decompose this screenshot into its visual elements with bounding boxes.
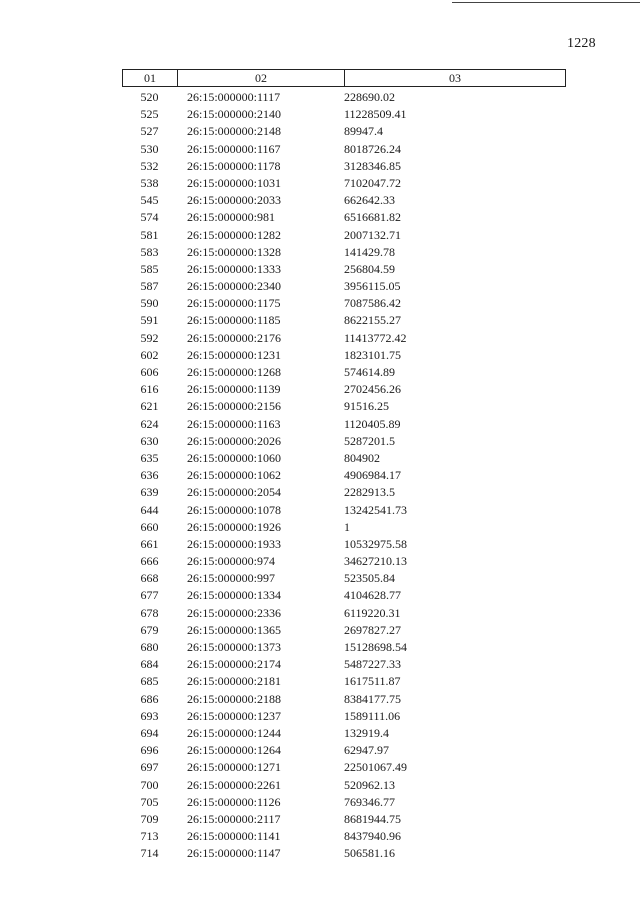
header-col-02: 02 xyxy=(178,70,345,86)
cadastral-number-cell: 26:15:000000:2117 xyxy=(187,811,281,826)
table-row xyxy=(122,519,566,536)
value-cell: 4104628.77 xyxy=(344,588,401,603)
cadastral-number-cell: 26:15:000000:2148 xyxy=(187,124,282,139)
value-cell: 91516.25 xyxy=(344,399,389,414)
table-row xyxy=(122,587,566,604)
cadastral-number-cell: 26:15:000000:981 xyxy=(187,210,276,225)
cadastral-number-cell: 26:15:000000:1062 xyxy=(187,468,282,483)
value-cell: 5287201.5 xyxy=(344,433,395,448)
row-number-cell: 635 xyxy=(140,450,159,465)
value-cell: 62947.97 xyxy=(344,743,389,758)
cadastral-number-cell: 26:15:000000:2054 xyxy=(187,485,282,500)
cadastral-number-cell: 26:15:000000:997 xyxy=(187,571,276,586)
table-row xyxy=(122,330,566,347)
value-cell: 2007132.71 xyxy=(344,227,401,242)
table-row xyxy=(122,553,566,570)
value-cell: 141429.78 xyxy=(344,244,395,259)
table-row xyxy=(122,484,566,501)
row-number-cell: 591 xyxy=(140,313,159,328)
table-row xyxy=(122,192,566,209)
table-row xyxy=(122,639,566,656)
value-cell: 6119220.31 xyxy=(344,605,401,620)
value-cell: 132919.4 xyxy=(344,725,389,740)
row-number-cell: 666 xyxy=(140,554,159,569)
page-number: 1228 xyxy=(567,36,596,51)
table-row xyxy=(122,536,566,553)
cadastral-number-cell: 26:15:000000:1271 xyxy=(187,760,282,775)
value-cell: 769346.77 xyxy=(344,794,395,809)
value-cell: 4906984.17 xyxy=(344,468,401,483)
table-row xyxy=(122,312,566,329)
row-number-cell: 585 xyxy=(140,261,159,276)
value-cell: 1823101.75 xyxy=(344,347,401,362)
cadastral-number-cell: 26:15:000000:1926 xyxy=(187,519,282,534)
header-col-01: 01 xyxy=(123,70,178,86)
row-number-cell: 686 xyxy=(140,691,159,706)
table-row xyxy=(122,502,566,519)
cadastral-number-cell: 26:15:000000:1147 xyxy=(187,846,281,861)
table-row xyxy=(122,261,566,278)
value-cell: 1120405.89 xyxy=(344,416,401,431)
table-row xyxy=(122,123,566,140)
value-cell: 8681944.75 xyxy=(344,811,401,826)
value-cell: 8437940.96 xyxy=(344,829,401,844)
table-row xyxy=(122,656,566,673)
table-row xyxy=(122,347,566,364)
cadastral-number-cell: 26:15:000000:1268 xyxy=(187,365,282,379)
row-number-cell: 705 xyxy=(140,794,159,809)
table-row xyxy=(122,673,566,690)
row-number-cell: 644 xyxy=(140,502,159,517)
row-number-cell: 592 xyxy=(140,330,159,345)
table-row xyxy=(122,570,566,587)
value-cell: 574614.89 xyxy=(344,365,395,379)
table-row xyxy=(122,828,566,845)
row-number-cell: 661 xyxy=(140,536,159,551)
cadastral-number-cell: 26:15:000000:1244 xyxy=(187,725,282,740)
value-cell: 7102047.72 xyxy=(344,175,401,190)
value-cell: 6516681.82 xyxy=(344,210,401,225)
table-row xyxy=(122,244,566,261)
table-row xyxy=(122,295,566,312)
cadastral-number-cell: 26:15:000000:2176 xyxy=(187,330,282,345)
row-number-cell: 602 xyxy=(140,347,159,362)
row-number-cell: 693 xyxy=(140,708,159,723)
value-cell: 3128346.85 xyxy=(344,158,401,173)
cadastral-number-cell: 26:15:000000:1117 xyxy=(187,90,281,104)
value-cell: 256804.59 xyxy=(344,261,395,276)
row-number-cell: 694 xyxy=(140,725,159,740)
table-row xyxy=(122,622,566,639)
row-number-cell: 525 xyxy=(140,107,159,122)
cadastral-number-cell: 26:15:000000:2156 xyxy=(187,399,282,414)
value-cell: 8384177.75 xyxy=(344,691,401,706)
cadastral-number-cell: 26:15:000000:1334 xyxy=(187,588,282,603)
row-number-cell: 590 xyxy=(140,296,159,311)
cadastral-number-cell: 26:15:000000:1163 xyxy=(187,416,281,431)
cadastral-number-cell: 26:15:000000:1231 xyxy=(187,347,282,362)
row-number-cell: 587 xyxy=(140,279,159,294)
table-row xyxy=(122,175,566,192)
table-row xyxy=(122,467,566,484)
cadastral-number-cell: 26:15:000000:1264 xyxy=(187,743,282,758)
cadastral-number-cell: 26:15:000000:1237 xyxy=(187,708,282,723)
table-row xyxy=(122,158,566,175)
row-number-cell: 581 xyxy=(140,227,159,242)
value-cell: 3956115.05 xyxy=(344,279,401,294)
table-row xyxy=(122,725,566,742)
cadastral-number-cell: 26:15:000000:2340 xyxy=(187,279,282,294)
cadastral-number-cell: 26:15:000000:2174 xyxy=(187,657,282,672)
row-number-cell: 532 xyxy=(140,158,159,173)
cadastral-number-cell: 26:15:000000:1373 xyxy=(187,640,282,654)
cadastral-number-cell: 26:15:000000:2033 xyxy=(187,193,282,208)
value-cell: 8018726.24 xyxy=(344,141,401,156)
cadastral-number-cell: 26:15:000000:1178 xyxy=(187,158,281,173)
row-number-cell: 639 xyxy=(140,485,159,500)
cadastral-number-cell: 26:15:000000:2026 xyxy=(187,433,282,448)
cadastral-number-cell: 26:15:000000:1175 xyxy=(187,296,281,311)
value-cell: 2697827.27 xyxy=(344,622,401,637)
table-row xyxy=(122,209,566,226)
table-row xyxy=(122,794,566,811)
cadastral-number-cell: 26:15:000000:1031 xyxy=(187,175,282,190)
table-row xyxy=(122,364,566,381)
cadastral-number-cell: 26:15:000000:1078 xyxy=(187,502,282,517)
cadastral-number-cell: 26:15:000000:1139 xyxy=(187,382,281,397)
row-number-cell: 630 xyxy=(140,433,159,448)
row-number-cell: 530 xyxy=(140,141,159,156)
value-cell: 11228509.41 xyxy=(344,107,407,122)
row-number-cell: 696 xyxy=(140,743,159,758)
cadastral-number-cell: 26:15:000000:1167 xyxy=(187,141,281,156)
header-col-03: 03 xyxy=(449,71,461,85)
table-row xyxy=(122,811,566,828)
table-row xyxy=(122,278,566,295)
cadastral-number-cell: 26:15:000000:1126 xyxy=(187,794,281,809)
value-cell: 2702456.26 xyxy=(344,382,401,397)
table-row xyxy=(122,708,566,725)
value-cell: 34627210.13 xyxy=(344,554,407,569)
table-row xyxy=(122,759,566,776)
value-cell: 89947.4 xyxy=(344,124,383,139)
value-cell: 22501067.49 xyxy=(344,760,407,775)
row-number-cell: 713 xyxy=(140,829,159,844)
table-body xyxy=(122,89,566,862)
value-cell: 11413772.42 xyxy=(344,330,407,345)
value-cell: 1617511.87 xyxy=(344,674,401,689)
table-row xyxy=(122,742,566,759)
cadastral-number-cell: 26:15:000000:1060 xyxy=(187,450,282,465)
row-number-cell: 583 xyxy=(140,244,159,259)
table-row xyxy=(122,845,566,862)
value-cell: 804902 xyxy=(344,450,380,465)
cadastral-number-cell: 26:15:000000:2188 xyxy=(187,691,282,706)
table-row xyxy=(122,141,566,158)
row-number-cell: 606 xyxy=(140,365,159,379)
table-row xyxy=(122,89,566,106)
row-number-cell: 574 xyxy=(140,210,159,225)
cadastral-number-cell: 26:15:000000:974 xyxy=(187,554,276,569)
table-row xyxy=(122,227,566,244)
row-number-cell: 684 xyxy=(140,657,159,672)
row-number-cell: 679 xyxy=(140,622,159,637)
value-cell: 523505.84 xyxy=(344,571,395,586)
value-cell: 506581.16 xyxy=(344,846,395,861)
table-row xyxy=(122,398,566,415)
row-number-cell: 714 xyxy=(140,846,159,861)
table-row xyxy=(122,433,566,450)
table-row xyxy=(122,777,566,794)
value-cell: 228690.02 xyxy=(344,90,395,104)
cadastral-number-cell: 26:15:000000:2140 xyxy=(187,107,282,122)
cadastral-number-cell: 26:15:000000:1933 xyxy=(187,536,282,551)
row-number-cell: 624 xyxy=(140,416,159,431)
row-number-cell: 668 xyxy=(140,571,159,586)
cadastral-number-cell: 26:15:000000:1185 xyxy=(187,313,281,328)
table-row xyxy=(122,450,566,467)
value-cell: 7087586.42 xyxy=(344,296,401,311)
row-number-cell: 621 xyxy=(140,399,159,414)
row-number-cell: 685 xyxy=(140,674,159,689)
value-cell: 15128698.54 xyxy=(344,640,407,654)
table-header xyxy=(122,69,566,87)
table-row xyxy=(122,605,566,622)
cadastral-number-cell: 26:15:000000:2181 xyxy=(187,674,282,689)
cadastral-number-cell: 26:15:000000:2261 xyxy=(187,777,282,792)
value-cell: 2282913.5 xyxy=(344,485,395,500)
value-cell: 8622155.27 xyxy=(344,313,401,328)
value-cell: 1589111.06 xyxy=(344,708,401,723)
table-row xyxy=(122,106,566,123)
cadastral-number-cell: 26:15:000000:1328 xyxy=(187,244,282,259)
value-cell: 13242541.73 xyxy=(344,502,407,517)
row-number-cell: 697 xyxy=(140,760,159,775)
row-number-cell: 709 xyxy=(140,811,159,826)
row-number-cell: 545 xyxy=(140,193,159,208)
value-cell: 5487227.33 xyxy=(344,657,401,672)
row-number-cell: 527 xyxy=(140,124,159,139)
value-cell: 662642.33 xyxy=(344,193,395,208)
cadastral-number-cell: 26:15:000000:1141 xyxy=(187,829,281,844)
table-row xyxy=(122,381,566,398)
top-rule xyxy=(452,2,640,3)
value-cell: 520962.13 xyxy=(344,777,395,792)
table-row xyxy=(122,416,566,433)
row-number-cell: 660 xyxy=(140,519,159,534)
row-number-cell: 616 xyxy=(140,382,159,397)
row-number-cell: 520 xyxy=(140,90,159,104)
value-cell: 1 xyxy=(344,519,350,534)
row-number-cell: 678 xyxy=(140,605,159,620)
value-cell: 10532975.58 xyxy=(344,536,407,551)
cadastral-number-cell: 26:15:000000:2336 xyxy=(187,605,282,620)
cadastral-number-cell: 26:15:000000:1365 xyxy=(187,622,282,637)
row-number-cell: 636 xyxy=(140,468,159,483)
table-row xyxy=(122,691,566,708)
row-number-cell: 677 xyxy=(140,588,159,603)
row-number-cell: 700 xyxy=(140,777,159,792)
cadastral-number-cell: 26:15:000000:1333 xyxy=(187,261,282,276)
row-number-cell: 538 xyxy=(140,175,159,190)
row-number-cell: 680 xyxy=(140,640,159,654)
cadastral-number-cell: 26:15:000000:1282 xyxy=(187,227,282,242)
